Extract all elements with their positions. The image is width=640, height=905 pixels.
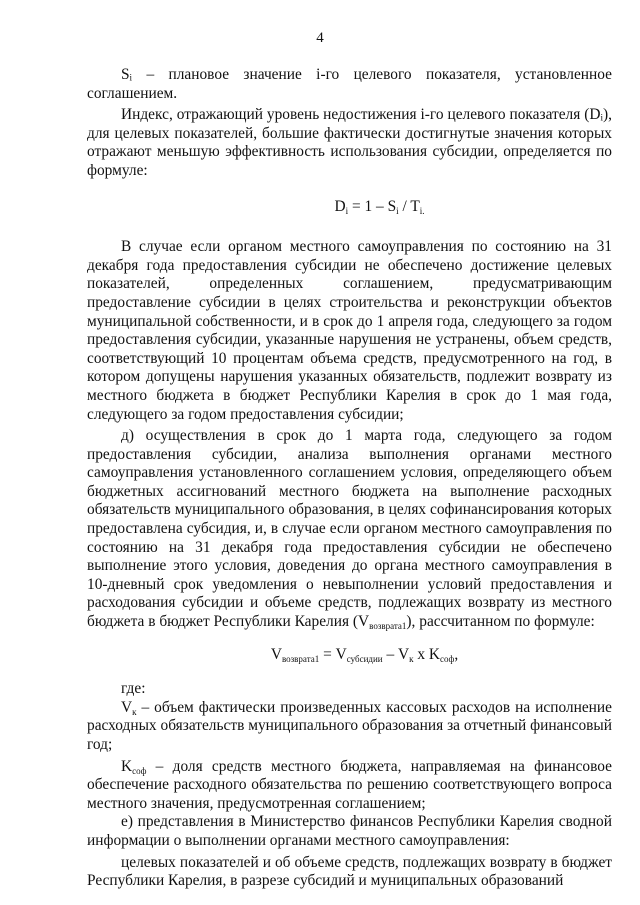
formula-v-return: $V_{возврата1} = V_{субсидии} - V_к$ x $K_{соф}$, xyxy=(270,645,459,664)
paragraph-d-analysis: д) осуществления в срок до 1 марта года, следующего за годом предоставления субсидии, анализа выполнения органами местного самоуправления установленного соглашением условия, определяющего объем бюджетных ассигнований местного бюджета на выполнение расходных обязательств муниципального образования, в целях софинансирования которых предоставлена субсидия, и, в случае если органом местного самоуправления по состоянию на 31 декабря года предоставления субсидии не обеспечено выполнение этого условия, доведения до органа местного самоуправления в 10-дневный срок уведомления о невыполнении условий предоставления и расходования субсидии и объеме средств, подлежащих возврату из местного бюджета в бюджет Республики Карелия $(V_{возврата1})$, рассчитанном по формуле: xyxy=(87,427,612,632)
paragraph-return-condition: В случае если органом местного самоуправления по состоянию на 31 декабря года предоставления субсидии не обеспечено достижение целевых показателей, определенных соглашением, предусматривающим предоставление субсидии в целях строительства и реконструкции объектов муниципальной собственности, и в срок до 1 апреля года, следующего за годом предоставления субсидии, указанные нарушения не устранены, объем средств, соответствующий 10 процентам объема средств, предусмотренного на год, в котором допущены нарушения указанных обязательств, подлежит возврату из местного бюджета в бюджет Республики Карелия в срок до 1 мая года, следующего за годом предоставления субсидии; xyxy=(87,238,612,423)
document-body xyxy=(87,66,612,891)
paragraph-di-index: Индекс, отражающий уровень недостижения i-го целевого показателя (Dᵢ), для целевых показателей, большие фактически достигнутые значения которых отражают меньшую эффективность использования субсидии, определяется по формуле: xyxy=(87,106,612,179)
formula-di: $D_i = 1 - S_i / T_{i.}$ xyxy=(334,197,425,216)
paragraph-where: где: xyxy=(121,680,146,698)
paragraph-vk-definition: $V_к$ – объем фактически произведенных кассовых расходов на исполнение расходных обязательств муниципального образования за отчетный финансовый год; xyxy=(87,698,612,753)
paragraph-si-definition: Sᵢ – плановое значение i-го целевого показателя, установленное соглашением. xyxy=(87,66,612,102)
paragraph-ksof-definition: $K_{соф}$ – доля средств местного бюджета, направляемая на финансовое обеспечение расходного обязательства по решению соответствующего вопроса местного значения, предусмотренная соглашением; xyxy=(87,757,612,812)
page-number: 4 xyxy=(316,30,324,46)
paragraph-targets: целевых показателей и об объеме средств, подлежащих возврату в бюджет Республики Карелия, в разрезе субсидий и муниципальных образований xyxy=(87,853,612,890)
paragraph-e-report: е) представления в Министерство финансов Республики Карелия сводной информации о выполнении органами местного самоуправления: xyxy=(87,813,612,849)
